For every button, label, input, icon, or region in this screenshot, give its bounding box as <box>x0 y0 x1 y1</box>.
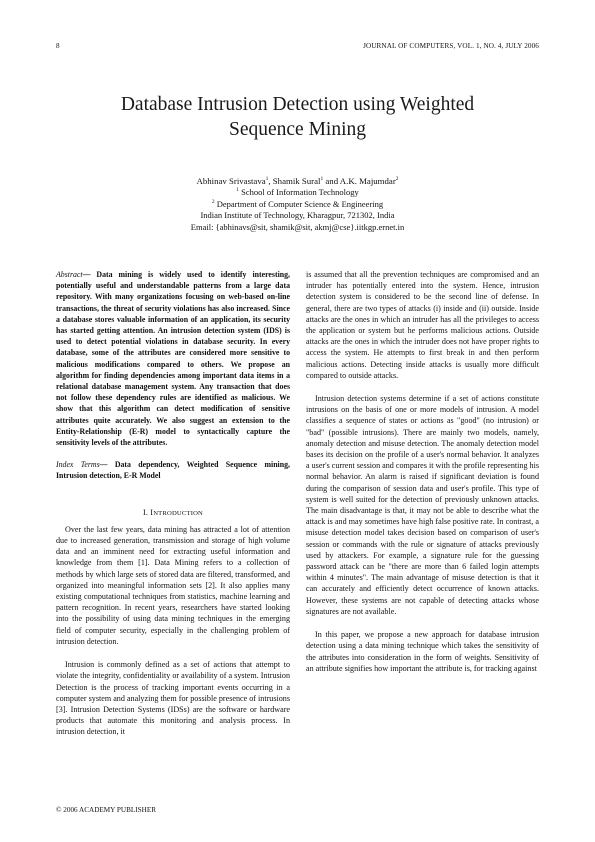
journal-header: JOURNAL OF COMPUTERS, VOL. 1, NO. 4, JULY 2006 <box>363 42 539 50</box>
section-heading-introduction <box>56 507 290 519</box>
author-3: and A.K. Majumdar <box>323 176 396 186</box>
index-terms-label: Index Terms <box>56 460 100 470</box>
right-column <box>306 269 539 674</box>
title-line-1: Database Intrusion Detection using Weighted <box>120 94 475 115</box>
author-block <box>80 176 515 233</box>
right-paragraph-3: In this paper, we propose a new approach for database intrusion detection using a data mining technique which takes the sensitivity of the attributes into consideration in the form of weights. Sensitivity of an attribute signifies how important the attribute is, for tracking against <box>306 630 539 673</box>
affil-1-text: School of Information Technology <box>239 187 359 198</box>
author-1-sup: 1 <box>265 176 269 182</box>
author-2-sup: 1 <box>320 176 324 182</box>
abstract-text: — Data mining is widely used to identify interesting, potentially useful and understandable patterns from a large data repository. With many organizations focusing on web-based on-line transactions, the threat of security violations has also increased. Since a database stores valuable information of an application, its security has started getting attention. An intrusion detection system (IDS) is used to detect potential violations in database security. In every database, some of the attributes are considered more sensitive to malicious modifications compared to others. We propose an algorithm for finding dependencies among important data items in a relational database management system. Any transaction that does not follow these dependency rules are identified as malicious. We show that this algorithm can detect modification of sensitive attributes quite accurately. We also suggest an extension to the Entity-Relationship (E-R) model to syntactically capture the sensitivity levels of the attributes. <box>56 270 290 448</box>
author-1: Abhinav Srivastava <box>196 176 266 186</box>
publisher-footer: © 2006 ACADEMY PUBLISHER <box>56 806 157 814</box>
intro-paragraph-2: Intrusion is commonly defined as a set of actions that attempt to violate the integrity, confidentiality or availability of a system. Intrusion Detection is the process of tracking important events occurring in a computer system and analyzing them for possible presence of intrusions [3]. Intrusion Detection Systems (IDSs) are the software or hardware products that automate this monitoring and analysis process. In intrusion detection, it <box>56 660 290 737</box>
email-line: Email: {abhinavs@sit, shamik@sit, akmj@cse}.iitkgp.ernet.in <box>190 221 405 232</box>
affil-1-sup: 1 <box>236 187 240 194</box>
title-line-2: Sequence Mining <box>228 119 366 140</box>
section-number: I. <box>142 507 151 517</box>
section-rest: NTRODUCTION <box>153 509 204 517</box>
author-names <box>80 176 515 187</box>
abstract-label: Abstract <box>56 270 83 279</box>
intro-paragraph-1: Over the last few years, data mining has attracted a lot of attention due to increased generation, transmission and storage of high volume data and an imminent need for extracting useful information and knowledge from them [1]. Data Mining refers to a collection of methods by which large sets of stored data are filtered, transformed, and organized into meaningful information sets [2]. It also applies many existing computational techniques from statistics, machine learning and pattern recognition. In recent years, researchers have started looking into the possibility of using data mining techniques in the emerging field of computer security, especially in the challenging problem of intrusion detection. <box>56 524 290 646</box>
affil-2-text: Department of Computer Science & Engineering <box>214 198 384 209</box>
index-terms <box>56 459 290 481</box>
institute: Indian Institute of Technology, Kharagpur, 721302, India <box>200 210 395 221</box>
affil-2-sup: 2 <box>211 198 215 205</box>
running-header <box>56 42 539 54</box>
left-column <box>56 269 290 738</box>
right-paragraph-2: Intrusion detection systems determine if a set of actions constitute intrusions on the basis of one or more models of intrusion. A model classifies a sequence of states or actions as "good" (no intrusion) or "bad" (possible intrusions). There are mainly two models, namely, anomaly detection and misuse detection. The anomaly detection model bases its decision on the profile of a user's normal behavior. It analyzes a user's current session and compares it with the profile representing his normal behavior. An alarm is raised if significant deviation is found during the comparison of session data and user's profile. This type of system is well suited for the detection of previously unknown attacks. The main disadvantage is that, it may not be able to describe what the attack is and may sometimes have high false positive rate. In contrast, a misuse detection model takes decision based on comparison of user's session or commands with the rule or signature of attacks previously used by attackers. For example, a signature rule for the guessing password attack can be "there are more than 6 failed login attempts within 4 minutes". The main advantage of misuse detection is that it can accurately and efficiently detect occurrence of known attacks. However, these systems are not capable of detecting attacks whose signatures are not available. <box>306 394 539 616</box>
affiliation-1 <box>80 187 515 198</box>
right-paragraph-1: is assumed that all the prevention techniques are compromised and an intruder has potentially entered into the system. Hence, intrusion detection system is considered to be the second line of defense. In general, there are two types of attacks (i) inside and (ii) outside. Inside attacks are the ones in which an intruder has all the privileges to access the application or system but he performs malicious actions. Outside attacks are the ones in which the intruder does not have proper rights to access the system. He attempts to first break in and then perform malicious actions. Detecting inside attacks is usually more difficult compared to outside attacks. <box>306 270 539 380</box>
author-3-sup: 2 <box>395 176 399 182</box>
abstract <box>56 269 290 448</box>
author-2: , Shamik Sural <box>268 176 321 186</box>
paper-title <box>40 92 555 142</box>
page-number: 8 <box>56 42 60 50</box>
affiliation-2 <box>80 199 515 210</box>
index-terms-text: — Data dependency, Weighted Sequence mining, Intrusion detection, E-R Model <box>56 460 290 481</box>
section-first-letter: I <box>150 507 154 517</box>
